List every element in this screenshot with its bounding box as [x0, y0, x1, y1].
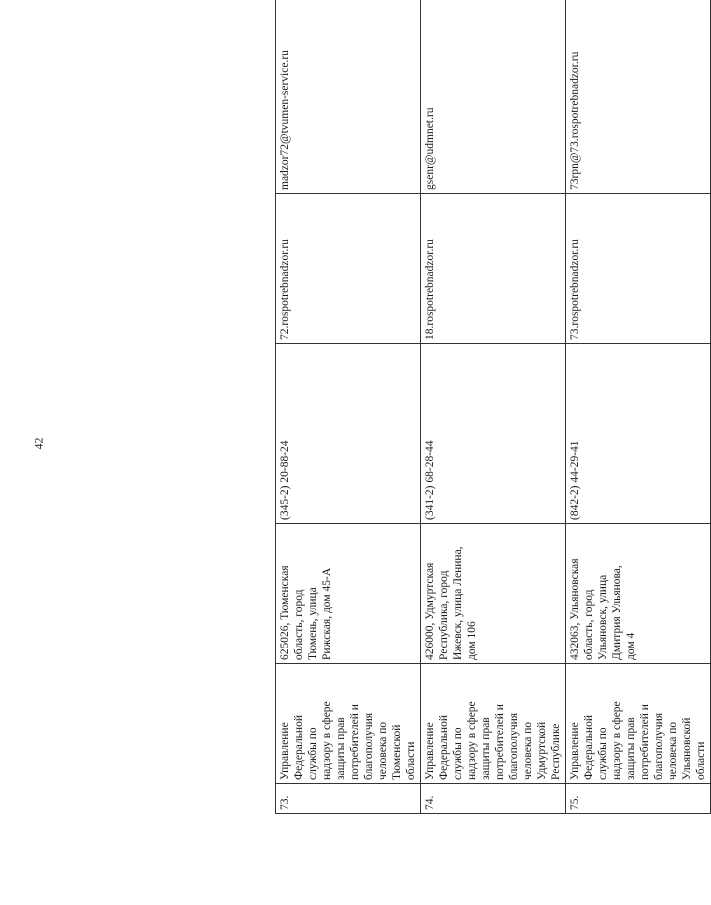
name-line: благополучия [653, 712, 665, 780]
name-line: надзору в сфере [611, 701, 623, 780]
address-line: Рижская, дом 45-А [321, 567, 333, 660]
name-line: благополучия [363, 712, 375, 780]
row-number-cell: 73. [276, 784, 421, 814]
name-line: защиты прав [335, 717, 347, 780]
name-line: службы по [452, 727, 464, 780]
address-line: 625026, Тюменская [279, 565, 291, 660]
name-line: надзору в сфере [466, 701, 478, 780]
name-line: потребителей и [349, 704, 361, 780]
phone-cell: (341-2) 68-28-44 [421, 344, 566, 524]
name-line: Ульяновской [681, 717, 693, 780]
name-line: Тюменской [391, 724, 403, 780]
organization-name-cell [566, 664, 711, 784]
rotated-table-frame [275, 0, 707, 814]
name-line: Федеральной [438, 715, 450, 780]
website-cell: 73.rospotrebnadzor.ru [566, 194, 711, 344]
name-line: потребителей и [494, 704, 506, 780]
address-line: дом 106 [466, 621, 478, 660]
name-line: области [695, 741, 707, 780]
name-line: Управление [424, 722, 436, 780]
address-cell [276, 524, 421, 664]
email-cell: madzor72@tvumen-service.ru [276, 0, 421, 194]
table-row [566, 0, 711, 814]
address-line: Республика, город [438, 570, 450, 660]
page-number: 42 [31, 437, 46, 450]
address-line: Дмитрия Ульянова, [611, 565, 623, 660]
name-line: человека по [377, 721, 389, 780]
name-line: службы по [597, 727, 609, 780]
name-line: человека по [667, 721, 679, 780]
name-line: защиты прав [625, 717, 637, 780]
name-line: Управление [279, 722, 291, 780]
organization-name-cell [421, 664, 566, 784]
phone-cell: (842-2) 44-29-41 [566, 344, 711, 524]
address-line: Тюмень, улица [307, 587, 319, 660]
name-line: Республике [550, 723, 562, 780]
name-line: благополучия [508, 712, 520, 780]
table-row [276, 0, 421, 814]
address-line: дом 4 [625, 632, 637, 660]
name-line: Федеральной [583, 715, 595, 780]
name-line: Удмуртской [536, 721, 548, 780]
name-line: защиты прав [480, 717, 492, 780]
table-row [421, 0, 566, 814]
table-body [276, 0, 711, 814]
row-number-cell: 75. [566, 784, 711, 814]
website-cell: 72.rospotrebnadzor.ru [276, 194, 421, 344]
name-line: человека по [522, 721, 534, 780]
rospotrebnadzor-directory-table [275, 0, 711, 814]
email-cell: 73rpn@73.rospotrebnadzor.ru [566, 0, 711, 194]
name-line: области [405, 741, 417, 780]
address-line: область, город [583, 589, 595, 660]
address-cell [566, 524, 711, 664]
address-line: Ульяновск, улица [597, 574, 609, 660]
website-cell: 18.rospotrebnadzor.ru [421, 194, 566, 344]
address-line: область, город [293, 589, 305, 660]
name-line: службы по [307, 727, 319, 780]
address-line: 426000, Удмуртская [424, 562, 436, 660]
phone-cell: (345-2) 20-88-24 [276, 344, 421, 524]
address-line: 432063, Ульяновская [569, 558, 581, 660]
address-cell [421, 524, 566, 664]
organization-name-cell [276, 664, 421, 784]
address-line: Ижевск, улица Ленина, [452, 546, 464, 660]
name-line: Федеральной [293, 715, 305, 780]
name-line: надзору в сфере [321, 701, 333, 780]
name-line: Управление [569, 722, 581, 780]
table-container [275, 0, 707, 814]
row-number-cell: 74. [421, 784, 566, 814]
email-cell: gsenr@udmnet.ru [421, 0, 566, 194]
name-line: потребителей и [639, 704, 651, 780]
